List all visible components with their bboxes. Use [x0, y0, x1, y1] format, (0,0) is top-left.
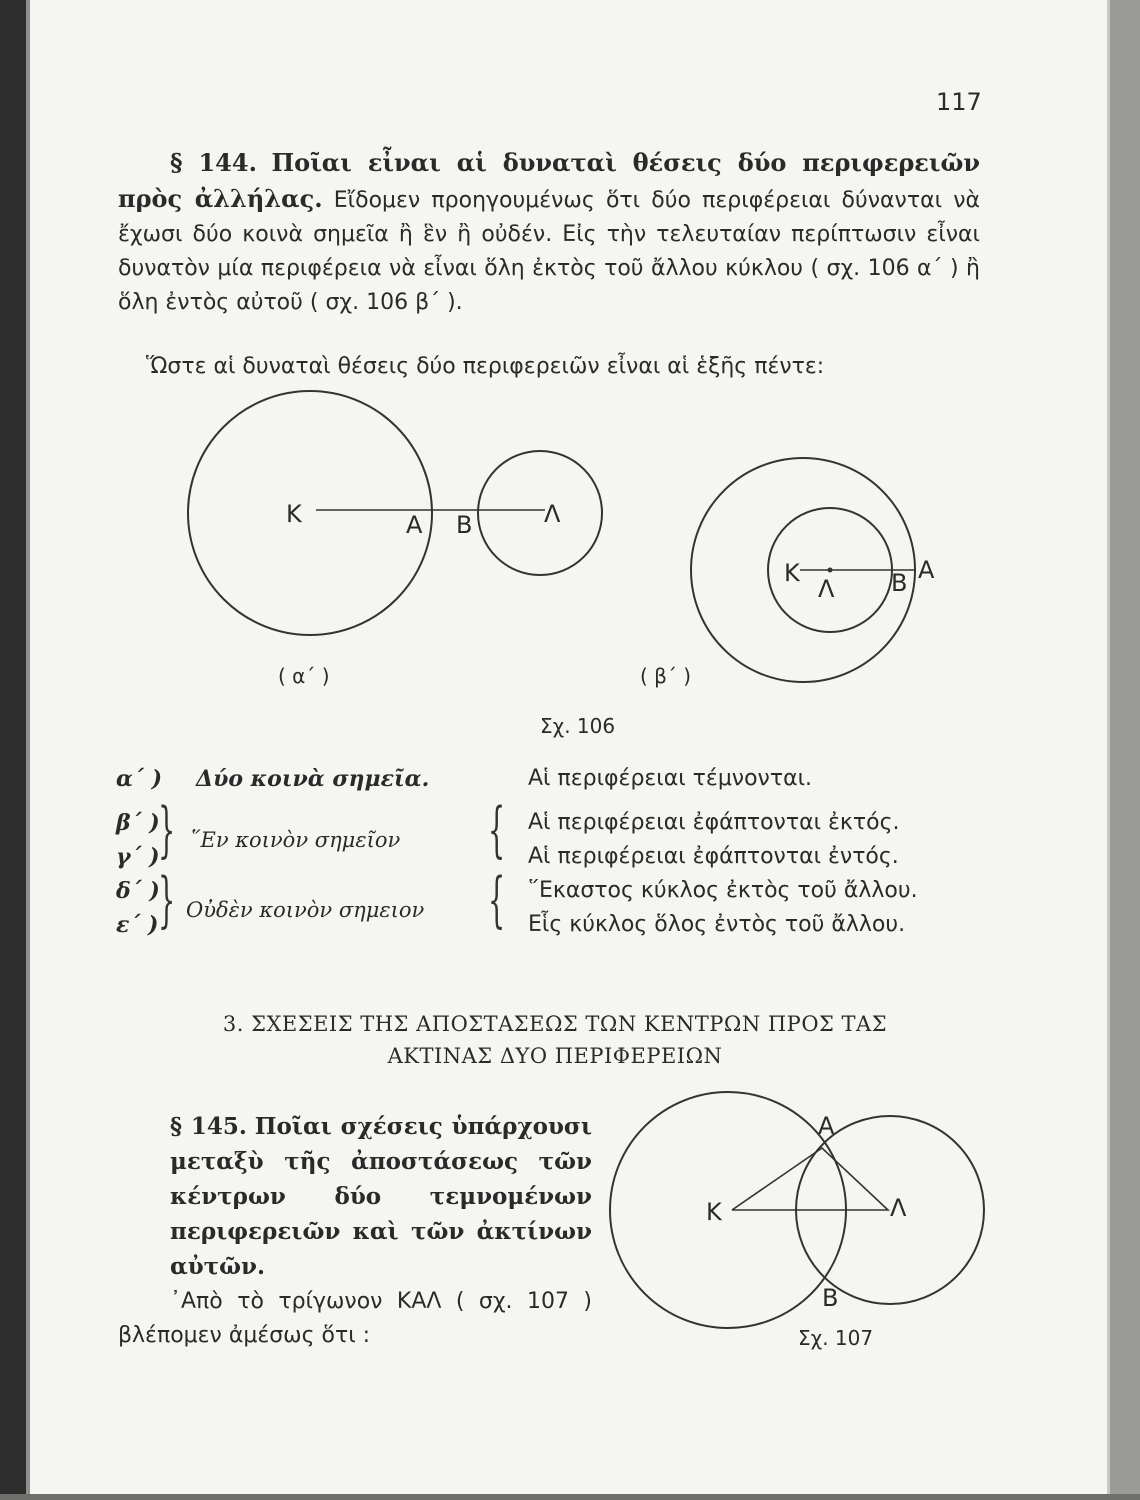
section-144-title: Ποῖαι εἶναι αἱ δυναταὶ θέσεις δύο περιφερειῶν πρὸς ἀλλήλας.	[118, 148, 980, 213]
fig106a-small-circle	[478, 451, 602, 575]
case-c-description: Αἱ περιφέρειαι ἐφάπτονται ἐντός.	[528, 844, 899, 869]
case-a-number: α΄ )	[116, 766, 162, 792]
fig107-label-K: Κ	[706, 1198, 722, 1226]
section-145-title: Ποῖαι σχέσεις ὑπάρχουσι μεταξὺ τῆς ἀποστάσεως τῶν κέντρων δύο τεμνομένων περιφερειῶν καὶ τῶν ἀκτίνων αὐτῶν.	[170, 1113, 592, 1280]
fig106b-caption: ( β΄ )	[640, 664, 692, 688]
case-d-number: δ΄ )	[116, 878, 160, 904]
fig106b-label-B: Β	[891, 569, 908, 597]
fig106a-caption: ( α΄ )	[278, 664, 330, 688]
cases-bc-brace: }	[158, 795, 176, 865]
fig106a-label-K: Κ	[286, 500, 302, 528]
fig106b-label-L: Λ	[818, 575, 835, 603]
case-a-title: Δύο κοινὰ σημεῖα.	[196, 766, 430, 792]
fig107-caption: Σχ. 107	[798, 1326, 874, 1350]
fig106a-label-B: Β	[456, 511, 473, 539]
page-number: 117	[936, 88, 982, 116]
section-144-number: § 144.	[170, 148, 257, 177]
case-bc-title: ῞Εν κοινὸν σημεῖον	[190, 828, 401, 852]
case-b-description: Αἱ περιφέρειαι ἐφάπτονται ἐκτός.	[528, 810, 900, 835]
section-145-number: § 145.	[170, 1113, 247, 1140]
cases-de-brace: }	[158, 865, 176, 935]
section-145-body: ᾿Απὸ τὸ τρίγωνον ΚΑΛ ( σχ. 107 ) βλέπομεν ἀμέσως ὅτι :	[118, 1289, 592, 1348]
fig107-label-L: Λ	[890, 1194, 907, 1222]
cases-bc-right-brace: {	[488, 795, 506, 865]
fig107-label-A: Α	[818, 1112, 835, 1140]
fig106a-large-circle	[188, 391, 432, 635]
case-d-description: ῞Εκαστος κύκλος ἐκτὸς τοῦ ἄλλου.	[528, 878, 918, 903]
section-heading-line1: 3. ΣΧΕΣΕΙΣ ΤΗΣ ΑΠΟΣΤΑΣΕΩΣ ΤΩΝ ΚΕΝΤΡΩΝ ΠΡΟΣ ΤΑΣ	[222, 1012, 888, 1036]
page-edge-bottom	[0, 1494, 1140, 1500]
section-145-heading	[118, 1110, 592, 1285]
fig106b-label-A: Α	[918, 556, 935, 584]
fig107-right-circle	[796, 1116, 984, 1304]
section-heading-line2: ΑΚΤΙΝΑΣ ΔΥΟ ΠΕΡΙΦΕΡΕΙΩΝ	[387, 1044, 723, 1068]
fig107-label-B: Β	[822, 1284, 839, 1312]
cases-de-right-brace: {	[488, 865, 506, 935]
case-b-number: β΄ )	[116, 810, 160, 836]
fig106b-label-K: Κ	[784, 559, 800, 587]
case-c-number: γ΄ )	[116, 844, 160, 870]
fig106a-label-L: Λ	[544, 500, 561, 528]
fig106b-center-point	[828, 568, 833, 573]
case-e-number: ε΄ )	[116, 912, 159, 938]
fig106-caption: Σχ. 106	[540, 714, 616, 738]
fig107-left-circle	[610, 1092, 846, 1328]
section-144-body: Εἴδομεν προηγουμένως ὅτι δύο περιφέρειαι δύνανται νὰ ἔχωσι δύο κοινὰ σημεῖα ἢ ἓν ἢ οὐδέν. Εἰς τὴν τελευταίαν περίπτωσιν εἶναι δυνατὸν μία περιφέρεια νὰ εἶναι ὅλη ἐκτὸς τοῦ ἄλλου κύκλου ( σχ. 106 α΄ ) ἢ ὅλη ἐντὸς αὐτοῦ ( σχ. 106 β΄ ).	[118, 188, 981, 315]
section-144-conclusion: Ὥστε αἱ δυναταὶ θέσεις δύο περιφερειῶν εἶναι αἱ ἑξῆς πέντε:	[146, 354, 825, 379]
case-de-title: Οὐδὲν κοινὸν σημειον	[186, 898, 425, 922]
case-a-description: Αἱ περιφέρειαι τέμνονται.	[528, 766, 813, 791]
fig107-triangle-KAL	[732, 1148, 888, 1210]
fig106a-label-A: Α	[406, 511, 423, 539]
section-145-paragraph	[118, 1110, 592, 1353]
cases-table	[116, 764, 986, 954]
case-e-description: Εἷς κύκλος ὅλος ἐντὸς τοῦ ἄλλου.	[528, 912, 906, 937]
